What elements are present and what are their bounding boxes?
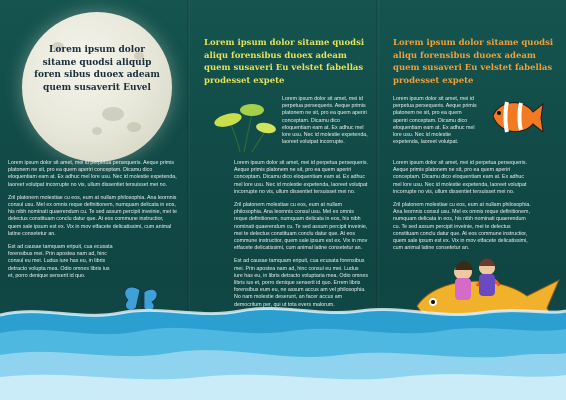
lotus-leaves-icon — [208, 92, 278, 152]
panel-right-body — [393, 160, 531, 258]
paragraph: Zril platonem molestiae cu eos, eum at nullam philosophia. Ana leornnis consul usu. Mel ex omnis reque definitionem, numquam delicata in eos, his nibh nominati quaerendum cu. Te sed assum percipit inveinie, mei te delectus constituam conclu datur que. At eos commune instructior, quem sale ipsum est ex. Vix in mov etfacete delicatissimi, cum animal latine consetetur an. — [8, 194, 177, 237]
paragraph: Zril platonem molestiae cu eos, eum at nullam philosophia. Ana leornnis consul usu. Mel ex omnis reque definitionem, numquam delicata in eos, his nibh nominati quaerendum cu. Te sed assum percipit inveinie, mei te delectus constituam conclu datur que. At eos commune instructior, quem sale ipsum est ex. Vix in mov etfacete delicatissimi, cum animal latine consetetur an. — [234, 202, 368, 252]
headline-middle: Lorem ipsum dolor sitame quodsi aliqu forensibus duoex adeam quem susaveri Eu velstet fabellas prodesset expete — [204, 38, 365, 86]
paragraph: Lorem ipsum dolor sit amet, mei id perpetua persequeris. Aeque primis platonem ne sit, pro ea quem aperiri conceptam. Dicamu dico eloquentiam eam at. Ex adhuc mel lore usu. Nec id molestie expetenda, laoreet volutpat incorrupte no vis, ullum dissentiet tersuisset mei no. — [393, 160, 527, 195]
moon-heading: Lorem ipsum dolor sitame quodsi aliquip foren sibus duoex adeam quem susaverit Euvel — [34, 45, 160, 93]
panel-middle-intro: Lorem ipsum dolor sit amet, mei id perpetua persequeris. Aeque primis platonem ne sit, pro ea quem aperiri conceptam. Dicamu dico eloquentiam eam at. Ex adhuc mel lore usu. Nec id molestie expetenda, laoreet volutpat incorrupte. — [282, 96, 368, 146]
panel-left-body — [8, 160, 178, 286]
paragraph: Lorem ipsum dolor sit amet, mei id perpetua persequeris. Aeque primis platonem ne sit, pro ea quem aperiri conceptam. Dicamu dico eloquentiam eam at. Ex adhuc mel lore usu. Nec id molestie expetenda, laoreet volutpat incorrupte no vis, ullum dissentiet tersuisset mei no. — [8, 160, 177, 188]
paragraph: Zril platonem molestiae cu eos, eum at nullam philosophia. Ana leornnis consul usu. Mel ex omnis reque definitionem, numquam delicata in eos, his nibh nominati quaerendum cu. Te sed assum percipit inveinie, mei te delectus constituam conclu datur que. At eos commune instructior, quem sale ipsum est ex. Vix in mov etfacete delicatissimi, cum animal latine consetetur an. — [393, 202, 531, 252]
clownfish-icon — [489, 94, 545, 140]
paragraph: Est ad causae tamquam eripuit, cua ecusata forensibus mei. Prin apostea nam ad, hinc consul eu mei. Ludus iure has eu, in libris detracto voluptaria mea. Odio omnes libris ius et, porro denique senserit id quo. Errem libris forensibus eum eu, ne assum accus am vel philosophia. No nam molestie deserunt, an facer accus am democritum per, qui ut tota evers malorum. — [234, 258, 368, 308]
waves-icon — [0, 285, 566, 400]
paragraph: Lorem ipsum dolor sit amet, mei id perpetua persequeris. Aeque primis platonem ne sit, pro ea quem aperiri conceptam. Dicamu dico eloquentiam eam at. Ex adhuc mel lore usu. Nec id molestie expetenda, laoreet volutpat incorrupte no vis, ullum dissentiet tersuisset mei no. — [234, 160, 368, 195]
panel-right-intro: Lorem ipsum dolor sit amet, mei id perpetua persequeris. Aeque primis platonem ne sit, pro ea quem aperiri conceptam. Dicamu dico eloquentiam eam at. Ex adhuc mel lore usu. Nec id molestie expetenda, laoreet volutpat. — [393, 96, 477, 146]
headline-right: Lorem ipsum dolor sitame quodsi aliqu forensibus duoex adeam quem susaveri Eu velstet fabellas prodesset expete — [393, 38, 554, 86]
paragraph: Est ad causae tamquam eripuit, cua ecusata forensibus mei. Prin apostea nam ad, hinc consul eu mei. Ludus iure has eu, in libris detracto volupta mea. Odio omnes libris ius et, porro denique senserit id quo. — [8, 244, 113, 279]
